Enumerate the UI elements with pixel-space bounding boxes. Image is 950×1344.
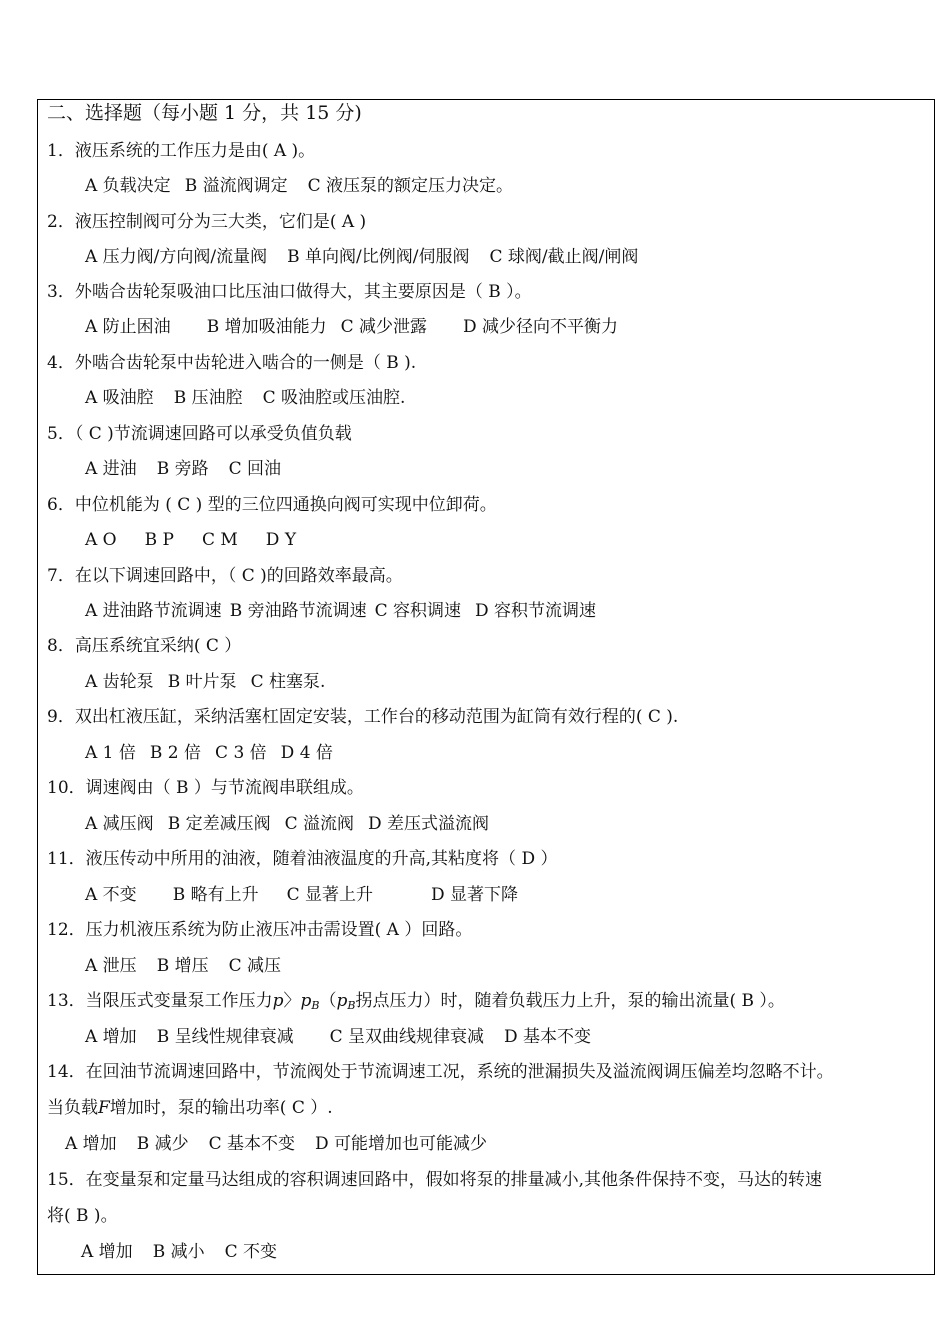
question-14-line-2 xyxy=(38,1096,333,1120)
var-pb: p xyxy=(300,991,312,1011)
option-3a: A 防止困油 xyxy=(85,317,171,337)
option-8c: C 柱塞泵. xyxy=(250,672,326,692)
question-9: 9．双出杠液压缸，采纳活塞杠固定安装，工作台的移动范围为缸筒有效行程的( C ). xyxy=(47,707,679,727)
options-11 xyxy=(38,883,518,907)
option-14d: D 可能增加也可能减少 xyxy=(315,1134,488,1154)
option-6c: C M xyxy=(201,530,238,550)
option-6d: D Y xyxy=(265,530,297,550)
option-13a: A 增加 xyxy=(85,1027,137,1047)
var-pb-2: p xyxy=(336,991,348,1011)
options-15 xyxy=(38,1240,277,1264)
question-7: 7．在以下调速回路中，（ C )的回路效率最高。 xyxy=(47,566,403,586)
question-13-suffix: 拐点压力）时，随着负载压力上升，泵的输出流量( B ）。 xyxy=(355,991,785,1011)
option-2c: C 球阀/截止阀/闸阀 xyxy=(489,247,639,267)
option-2b: B 单向阀/比例阀/伺服阀 xyxy=(287,247,470,267)
options-2 xyxy=(38,245,638,269)
option-11b: B 略有上升 xyxy=(172,885,259,905)
question-14-line-1: 14．在回油节流调速回路中，节流阀处于节流调速工况，系统的泄漏损失及溢流阀调压偏差均忽略不计。 xyxy=(47,1062,834,1082)
option-10d: D 差压式溢流阀 xyxy=(368,814,490,834)
option-3d: D 减少径向不平衡力 xyxy=(463,317,619,337)
sub-b: B xyxy=(311,999,320,1012)
option-4b: B 压油腔 xyxy=(173,388,243,408)
question-3: 3．外啮合齿轮泵吸油口比压油口做得大，其主要原因是（ B ）。 xyxy=(47,282,532,302)
options-8 xyxy=(38,670,325,694)
question-12: 12．压力机液压系统为防止液压冲击需设置( A ）回路。 xyxy=(47,920,473,940)
option-12b: B 增压 xyxy=(156,956,209,976)
question-13-prefix: 13．当限压式变量泵工作压力 xyxy=(47,991,273,1011)
option-9d: D 4 倍 xyxy=(280,743,333,763)
option-13b: B 呈线性规律衰减 xyxy=(156,1027,294,1047)
option-3b: B 增加吸油能力 xyxy=(206,317,327,337)
paren-open: （ xyxy=(319,991,337,1011)
option-8b: B 叶片泵 xyxy=(167,672,237,692)
section-title: 二、选择题（每小题 1 分，共 15 分) xyxy=(47,102,362,124)
option-1a: A 负载决定 xyxy=(85,176,171,196)
option-12a: A 泄压 xyxy=(85,956,137,976)
option-1c: C 液压泵的额定压力决定。 xyxy=(307,176,514,196)
option-10c: C 溢流阀 xyxy=(284,814,355,834)
option-15b: B 减小 xyxy=(152,1242,205,1262)
option-3c: C 减少泄露 xyxy=(340,317,428,337)
options-4 xyxy=(38,386,405,410)
option-11d: D 显著下降 xyxy=(431,885,519,905)
question-15-line-1: 15．在变量泵和定量马达组成的容积调速回路中，假如将泵的排量减小,其他条件保持不变，马达的转速 xyxy=(47,1170,823,1190)
question-14-post: 增加时，泵的输出功率( C ）. xyxy=(109,1098,333,1118)
question-2: 2．液压控制阀可分为三大类，它们是( A ) xyxy=(47,212,367,232)
option-9c: C 3 倍 xyxy=(215,743,267,763)
option-10a: A 减压阀 xyxy=(85,814,154,834)
option-11c: C 显著上升 xyxy=(286,885,374,905)
question-1: 1．液压系统的工作压力是由( A )。 xyxy=(47,141,316,161)
options-5 xyxy=(38,457,281,481)
options-7 xyxy=(38,599,596,623)
option-14b: B 减少 xyxy=(136,1134,189,1154)
greater-than-sign: 〉 xyxy=(283,991,301,1011)
option-11a: A 不变 xyxy=(85,885,137,905)
options-9 xyxy=(38,741,333,765)
option-15c: C 不变 xyxy=(224,1242,278,1262)
option-5b: B 旁路 xyxy=(156,459,209,479)
question-14-pre: 当负载 xyxy=(47,1098,98,1118)
question-15-line-2: 将( B )。 xyxy=(47,1206,118,1226)
var-f: F xyxy=(98,1098,110,1118)
options-12 xyxy=(38,954,281,978)
question-sheet xyxy=(37,99,935,1275)
option-5a: A 进油 xyxy=(85,459,137,479)
question-5: 5．（ C )节流调速回路可以承受负值负载 xyxy=(47,424,352,444)
option-7a: A 进油路节流调速 xyxy=(85,601,222,621)
question-4: 4．外啮合齿轮泵中齿轮进入啮合的一侧是（ B ). xyxy=(47,353,417,373)
options-6 xyxy=(38,528,296,552)
option-9a: A 1 倍 xyxy=(85,743,136,763)
option-7b: B 旁油路节流调速 xyxy=(229,601,367,621)
option-15a: A 增加 xyxy=(81,1242,133,1262)
question-8: 8．高压系统宜采纳( C ） xyxy=(47,636,242,656)
option-2a: A 压力阀/方向阀/流量阀 xyxy=(85,247,268,267)
question-6: 6．中位机能为 ( C ) 型的三位四通换向阀可实现中位卸荷。 xyxy=(47,495,497,515)
options-1 xyxy=(38,174,513,198)
option-13c: C 呈双曲线规律衰减 xyxy=(329,1027,485,1047)
option-14c: C 基本不变 xyxy=(208,1134,296,1154)
options-14 xyxy=(38,1132,487,1156)
option-10b: B 定差减压阀 xyxy=(167,814,271,834)
option-7c: C 容积调速 xyxy=(374,601,462,621)
option-5c: C 回油 xyxy=(228,459,282,479)
var-p: p xyxy=(272,991,284,1011)
option-13d: D 基本不变 xyxy=(504,1027,592,1047)
question-11: 11．液压传动中所用的油液，随着油液温度的升高,其粘度将（ D ） xyxy=(47,849,558,869)
option-12c: C 减压 xyxy=(228,956,282,976)
question-10: 10．调速阀由（ B ）与节流阀串联组成。 xyxy=(47,778,364,798)
option-6a: A O xyxy=(85,530,117,550)
options-10 xyxy=(38,812,489,836)
option-9b: B 2 倍 xyxy=(149,743,202,763)
option-4a: A 吸油腔 xyxy=(85,388,154,408)
sub-b-2: B xyxy=(347,999,356,1012)
option-1b: B 溢流阀调定 xyxy=(184,176,288,196)
option-6b: B P xyxy=(144,530,174,550)
options-13 xyxy=(38,1025,591,1049)
question-13 xyxy=(38,989,785,1013)
option-4c: C 吸油腔或压油腔. xyxy=(262,388,406,408)
option-8a: A 齿轮泵 xyxy=(85,672,154,692)
options-3 xyxy=(38,315,618,339)
option-14a: A 增加 xyxy=(65,1134,117,1154)
option-7d: D 容积节流调速 xyxy=(475,601,597,621)
